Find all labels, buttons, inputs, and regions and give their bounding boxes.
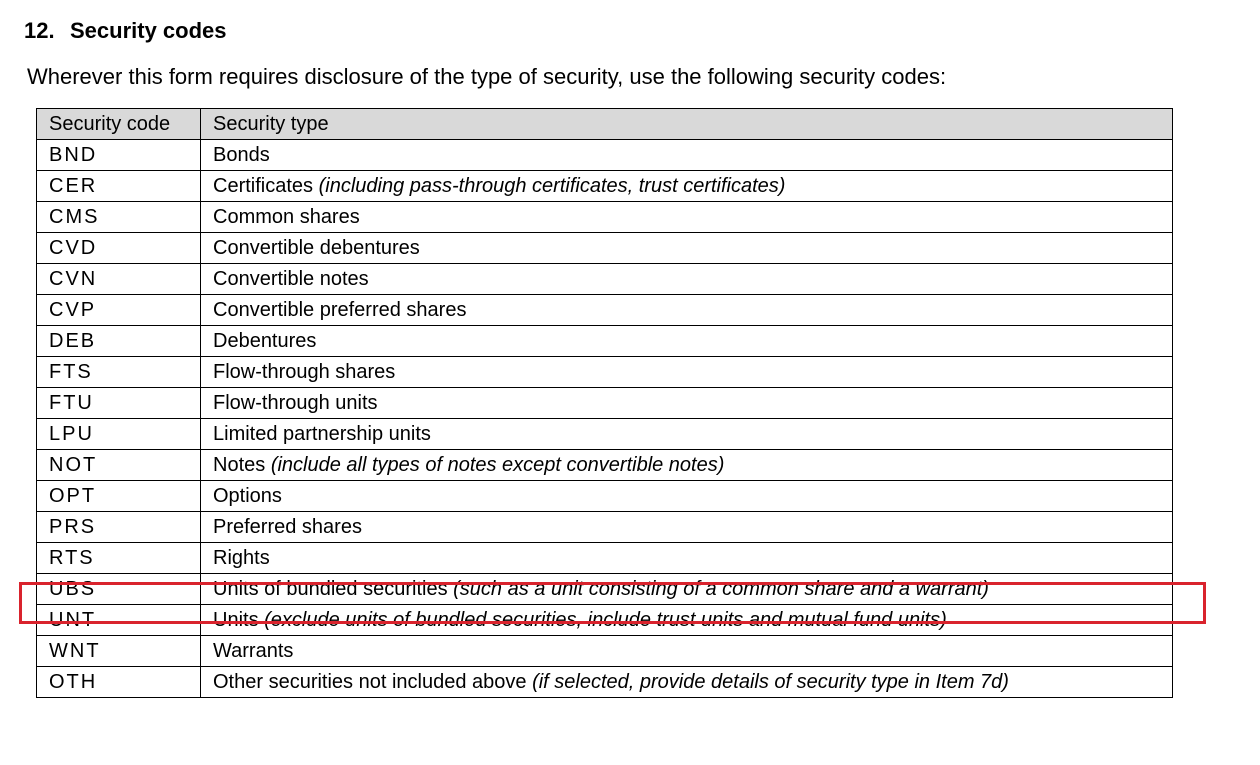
security-type-cell xyxy=(201,481,1173,512)
security-type-text: Limited partnership units xyxy=(213,422,431,445)
table-row xyxy=(37,388,1173,419)
table-row xyxy=(37,512,1173,543)
security-type-text: Units xyxy=(213,608,265,631)
security-type-text: Rights xyxy=(213,546,270,569)
security-type-cell xyxy=(201,543,1173,574)
table-row xyxy=(37,574,1173,605)
security-type-text: Preferred shares xyxy=(213,515,362,538)
security-type-cell xyxy=(201,574,1173,605)
security-type-cell xyxy=(201,295,1173,326)
security-type-text: Notes xyxy=(213,453,271,476)
table-row xyxy=(37,605,1173,636)
security-code-cell: LPU xyxy=(37,419,201,450)
security-type-note: (exclude units of bundled securities, include trust units and mutual fund units) xyxy=(264,608,947,631)
section-title: Security codes xyxy=(70,18,227,43)
security-code-cell: FTS xyxy=(37,357,201,388)
security-type-note: (if selected, provide details of security type in Item 7d) xyxy=(532,670,1009,693)
table-row xyxy=(37,450,1173,481)
section-number: 12. xyxy=(24,18,55,43)
security-type-note: (include all types of notes except convertible notes) xyxy=(270,453,725,476)
security-code-cell: CVN xyxy=(37,264,201,295)
column-header-security-code: Security code xyxy=(37,109,201,140)
table-row xyxy=(37,357,1173,388)
security-type-text: Flow-through shares xyxy=(213,360,396,383)
security-type-text: Convertible preferred shares xyxy=(213,298,467,321)
table-header-row xyxy=(37,109,1173,140)
security-type-text: Options xyxy=(213,484,282,507)
security-type-cell xyxy=(201,419,1173,450)
security-code-cell: OPT xyxy=(37,481,201,512)
security-type-cell xyxy=(201,636,1173,667)
security-code-cell: CER xyxy=(37,171,201,202)
security-type-note: (including pass-through certificates, trust certificates) xyxy=(318,174,786,197)
security-code-cell: CVD xyxy=(37,233,201,264)
table-row xyxy=(37,233,1173,264)
security-code-cell: UBS xyxy=(37,574,201,605)
security-type-text: Debentures xyxy=(213,329,317,352)
security-type-cell xyxy=(201,388,1173,419)
security-code-cell: RTS xyxy=(37,543,201,574)
column-header-security-type: Security type xyxy=(201,109,1173,140)
security-type-text: Bonds xyxy=(213,143,270,166)
security-type-text: Certificates xyxy=(213,174,319,197)
table-row xyxy=(37,295,1173,326)
security-type-cell xyxy=(201,202,1173,233)
security-code-cell: BND xyxy=(37,140,201,171)
security-code-cell: CVP xyxy=(37,295,201,326)
table-row xyxy=(37,326,1173,357)
security-code-cell: NOT xyxy=(37,450,201,481)
security-type-cell xyxy=(201,326,1173,357)
intro-text: Wherever this form requires disclosure of the type of security, use the following security codes: xyxy=(27,64,947,89)
security-type-cell xyxy=(201,140,1173,171)
security-type-cell xyxy=(201,171,1173,202)
security-type-cell xyxy=(201,264,1173,295)
security-type-cell xyxy=(201,233,1173,264)
table-row xyxy=(37,667,1173,698)
table-row xyxy=(37,419,1173,450)
security-type-text: Convertible notes xyxy=(213,267,369,290)
security-type-cell xyxy=(201,667,1173,698)
table-row xyxy=(37,171,1173,202)
security-code-cell: FTU xyxy=(37,388,201,419)
table-row xyxy=(37,481,1173,512)
security-type-cell xyxy=(201,450,1173,481)
security-type-text: Common shares xyxy=(213,205,360,228)
security-type-text: Flow-through units xyxy=(213,391,378,414)
table-row xyxy=(37,636,1173,667)
security-type-text: Other securities not included above xyxy=(213,670,533,693)
security-code-cell: DEB xyxy=(37,326,201,357)
security-type-cell xyxy=(201,357,1173,388)
security-type-text: Convertible debentures xyxy=(213,236,420,259)
table-row xyxy=(37,140,1173,171)
security-type-cell xyxy=(201,605,1173,636)
security-type-note: (such as a unit consisting of a common share and a warrant) xyxy=(453,577,989,600)
security-code-cell: PRS xyxy=(37,512,201,543)
security-type-cell xyxy=(201,512,1173,543)
security-type-text: Warrants xyxy=(213,639,294,662)
security-code-cell: OTH xyxy=(37,667,201,698)
table-row xyxy=(37,264,1173,295)
security-code-cell: WNT xyxy=(37,636,201,667)
security-code-cell: CMS xyxy=(37,202,201,233)
security-code-cell: UNT xyxy=(37,605,201,636)
security-codes-table xyxy=(36,108,1173,698)
security-type-text: Units of bundled securities xyxy=(213,577,454,600)
table-row xyxy=(37,202,1173,233)
table-row xyxy=(37,543,1173,574)
section-heading xyxy=(24,17,227,45)
